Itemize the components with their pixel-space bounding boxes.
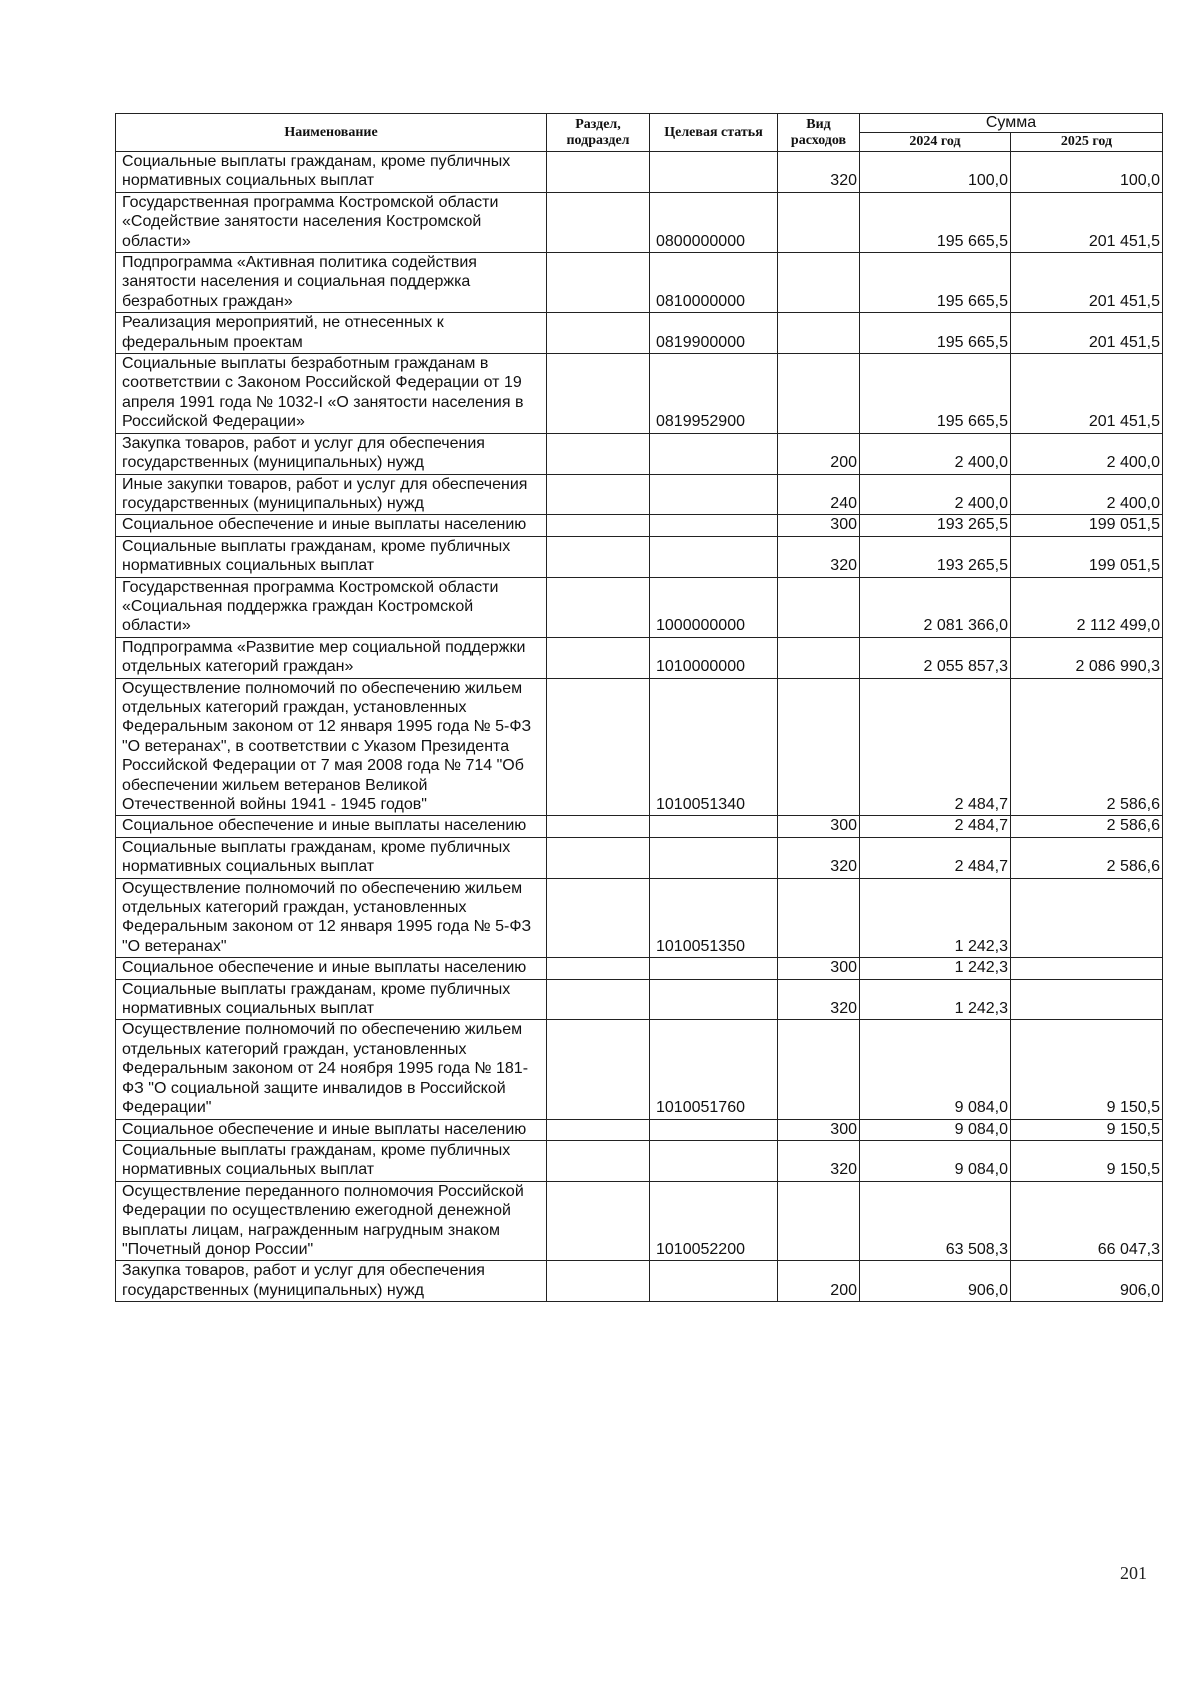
row-name-cell: Социальные выплаты гражданам, кроме публичных нормативных социальных выплат bbox=[116, 536, 547, 577]
table-row bbox=[116, 253, 1163, 313]
row-sum-2025-cell: 2 586,6 bbox=[1011, 837, 1163, 878]
row-target-cell: 1010051760 bbox=[650, 1020, 778, 1119]
header-year-2025: 2025 год bbox=[1011, 133, 1163, 152]
table-row bbox=[116, 515, 1163, 536]
row-section-cell bbox=[547, 979, 650, 1020]
row-name-cell: Осуществление полномочий по обеспечению жильем отдельных категорий граждан, установленных Федеральным законом от 12 января 1995 года № 5-ФЗ "О ветеранах", в соответствии с Указом Президента Российской Федерации от 7 мая 2008 года № 714 "Об обеспечении жильем ветеранов Великой Отечественной войны 1941 - 1945 годов" bbox=[116, 678, 547, 816]
table-row bbox=[116, 878, 1163, 958]
row-expense-type-cell bbox=[778, 678, 860, 816]
row-expense-type-cell: 300 bbox=[778, 816, 860, 837]
row-expense-type-cell bbox=[778, 1181, 860, 1261]
row-section-cell bbox=[547, 637, 650, 678]
row-target-cell bbox=[650, 1140, 778, 1181]
row-sum-2024-cell: 63 508,3 bbox=[860, 1181, 1011, 1261]
header-expense-type: Вид расходов bbox=[778, 114, 860, 152]
row-name-cell: Закупка товаров, работ и услуг для обеспечения государственных (муниципальных) нужд bbox=[116, 1261, 547, 1302]
row-expense-type-cell bbox=[778, 253, 860, 313]
row-name-cell: Социальные выплаты гражданам, кроме публичных нормативных социальных выплат bbox=[116, 152, 547, 193]
row-name-cell: Социальное обеспечение и иные выплаты населению bbox=[116, 515, 547, 536]
row-section-cell bbox=[547, 1140, 650, 1181]
row-sum-2024-cell: 9 084,0 bbox=[860, 1119, 1011, 1140]
row-sum-2024-cell: 1 242,3 bbox=[860, 878, 1011, 958]
row-section-cell bbox=[547, 816, 650, 837]
row-sum-2025-cell: 2 086 990,3 bbox=[1011, 637, 1163, 678]
row-sum-2025-cell: 199 051,5 bbox=[1011, 515, 1163, 536]
row-name-cell: Социальное обеспечение и иные выплаты населению bbox=[116, 816, 547, 837]
row-target-cell bbox=[650, 433, 778, 474]
row-sum-2025-cell: 2 400,0 bbox=[1011, 433, 1163, 474]
row-sum-2024-cell: 2 400,0 bbox=[860, 433, 1011, 474]
row-expense-type-cell: 200 bbox=[778, 1261, 860, 1302]
row-target-cell bbox=[650, 536, 778, 577]
budget-table bbox=[115, 113, 1163, 1302]
row-section-cell bbox=[547, 958, 650, 979]
row-sum-2024-cell: 1 242,3 bbox=[860, 979, 1011, 1020]
table-row bbox=[116, 152, 1163, 193]
row-section-cell bbox=[547, 313, 650, 354]
row-expense-type-cell: 320 bbox=[778, 536, 860, 577]
row-expense-type-cell: 300 bbox=[778, 1119, 860, 1140]
row-sum-2025-cell: 201 451,5 bbox=[1011, 313, 1163, 354]
header-section: Раздел, подраздел bbox=[547, 114, 650, 152]
row-target-cell: 0819900000 bbox=[650, 313, 778, 354]
header-year-2024: 2024 год bbox=[860, 133, 1011, 152]
row-expense-type-cell: 300 bbox=[778, 515, 860, 536]
row-target-cell bbox=[650, 474, 778, 515]
row-section-cell bbox=[547, 152, 650, 193]
row-section-cell bbox=[547, 253, 650, 313]
row-expense-type-cell: 300 bbox=[778, 958, 860, 979]
row-section-cell bbox=[547, 1261, 650, 1302]
row-section-cell bbox=[547, 515, 650, 536]
row-sum-2025-cell: 2 400,0 bbox=[1011, 474, 1163, 515]
row-section-cell bbox=[547, 192, 650, 252]
row-section-cell bbox=[547, 837, 650, 878]
table-row bbox=[116, 1020, 1163, 1119]
table-row bbox=[116, 313, 1163, 354]
row-expense-type-cell: 320 bbox=[778, 152, 860, 193]
row-sum-2024-cell: 2 055 857,3 bbox=[860, 637, 1011, 678]
row-name-cell: Подпрограмма «Активная политика содействия занятости населения и социальная поддержка безработных граждан» bbox=[116, 253, 547, 313]
row-name-cell: Иные закупки товаров, работ и услуг для обеспечения государственных (муниципальных) нужд bbox=[116, 474, 547, 515]
row-sum-2025-cell: 201 451,5 bbox=[1011, 354, 1163, 434]
row-sum-2025-cell bbox=[1011, 878, 1163, 958]
row-name-cell: Государственная программа Костромской области «Социальная поддержка граждан Костромской области» bbox=[116, 577, 547, 637]
row-target-cell bbox=[650, 837, 778, 878]
row-sum-2025-cell bbox=[1011, 979, 1163, 1020]
row-section-cell bbox=[547, 1119, 650, 1140]
row-sum-2024-cell: 195 665,5 bbox=[860, 192, 1011, 252]
row-name-cell: Социальные выплаты безработным гражданам в соответствии с Законом Российской Федерации от 19 апреля 1991 года № 1032-I «О занятости населения в Российской Федерации» bbox=[116, 354, 547, 434]
row-sum-2025-cell: 2 586,6 bbox=[1011, 816, 1163, 837]
row-expense-type-cell bbox=[778, 878, 860, 958]
row-expense-type-cell bbox=[778, 637, 860, 678]
row-section-cell bbox=[547, 1181, 650, 1261]
row-name-cell: Подпрограмма «Развитие мер социальной поддержки отдельных категорий граждан» bbox=[116, 637, 547, 678]
row-name-cell: Государственная программа Костромской области «Содействие занятости населения Костромской области» bbox=[116, 192, 547, 252]
row-sum-2024-cell: 1 242,3 bbox=[860, 958, 1011, 979]
table-row bbox=[116, 354, 1163, 434]
row-name-cell: Осуществление полномочий по обеспечению жильем отдельных категорий граждан, установленных Федеральным законом от 12 января 1995 года № 5-ФЗ "О ветеранах" bbox=[116, 878, 547, 958]
row-name-cell: Социальные выплаты гражданам, кроме публичных нормативных социальных выплат bbox=[116, 979, 547, 1020]
row-sum-2024-cell: 2 484,7 bbox=[860, 816, 1011, 837]
row-section-cell bbox=[547, 678, 650, 816]
table-header bbox=[116, 114, 1163, 152]
table-body bbox=[116, 152, 1163, 1302]
table-row bbox=[116, 433, 1163, 474]
row-sum-2025-cell: 199 051,5 bbox=[1011, 536, 1163, 577]
row-sum-2025-cell bbox=[1011, 958, 1163, 979]
row-sum-2024-cell: 193 265,5 bbox=[860, 515, 1011, 536]
row-expense-type-cell: 320 bbox=[778, 837, 860, 878]
row-target-cell bbox=[650, 958, 778, 979]
header-name: Наименование bbox=[116, 114, 547, 152]
row-sum-2024-cell: 193 265,5 bbox=[860, 536, 1011, 577]
row-sum-2024-cell: 9 084,0 bbox=[860, 1140, 1011, 1181]
row-expense-type-cell bbox=[778, 354, 860, 434]
row-target-cell: 0819952900 bbox=[650, 354, 778, 434]
row-expense-type-cell: 320 bbox=[778, 1140, 860, 1181]
row-expense-type-cell bbox=[778, 192, 860, 252]
row-name-cell: Социальное обеспечение и иные выплаты населению bbox=[116, 1119, 547, 1140]
row-name-cell: Социальное обеспечение и иные выплаты населению bbox=[116, 958, 547, 979]
row-sum-2025-cell: 2 112 499,0 bbox=[1011, 577, 1163, 637]
row-expense-type-cell bbox=[778, 577, 860, 637]
row-sum-2025-cell: 906,0 bbox=[1011, 1261, 1163, 1302]
row-target-cell: 1010051340 bbox=[650, 678, 778, 816]
row-expense-type-cell: 240 bbox=[778, 474, 860, 515]
row-sum-2025-cell: 9 150,5 bbox=[1011, 1140, 1163, 1181]
row-section-cell bbox=[547, 354, 650, 434]
row-section-cell bbox=[547, 878, 650, 958]
row-target-cell: 1010052200 bbox=[650, 1181, 778, 1261]
row-sum-2024-cell: 195 665,5 bbox=[860, 313, 1011, 354]
table-row bbox=[116, 637, 1163, 678]
row-sum-2024-cell: 906,0 bbox=[860, 1261, 1011, 1302]
table-row bbox=[116, 474, 1163, 515]
table-row bbox=[116, 1140, 1163, 1181]
row-sum-2025-cell: 100,0 bbox=[1011, 152, 1163, 193]
row-target-cell: 1010000000 bbox=[650, 637, 778, 678]
table-row bbox=[116, 1261, 1163, 1302]
row-sum-2024-cell: 2 400,0 bbox=[860, 474, 1011, 515]
row-sum-2025-cell: 201 451,5 bbox=[1011, 192, 1163, 252]
row-target-cell bbox=[650, 515, 778, 536]
row-target-cell bbox=[650, 1261, 778, 1302]
row-target-cell bbox=[650, 152, 778, 193]
row-target-cell: 1010051350 bbox=[650, 878, 778, 958]
row-section-cell bbox=[547, 536, 650, 577]
row-name-cell: Осуществление переданного полномочия Российской Федерации по осуществлению ежегодной денежной выплаты лицам, награжденным нагрудным знаком "Почетный донор России" bbox=[116, 1181, 547, 1261]
row-target-cell: 1000000000 bbox=[650, 577, 778, 637]
header-target: Целевая статья bbox=[650, 114, 778, 152]
table-row bbox=[116, 837, 1163, 878]
row-section-cell bbox=[547, 577, 650, 637]
row-expense-type-cell: 200 bbox=[778, 433, 860, 474]
header-sum: Сумма bbox=[860, 114, 1163, 133]
row-name-cell: Закупка товаров, работ и услуг для обеспечения государственных (муниципальных) нужд bbox=[116, 433, 547, 474]
row-sum-2024-cell: 2 081 366,0 bbox=[860, 577, 1011, 637]
row-target-cell bbox=[650, 816, 778, 837]
row-sum-2024-cell: 195 665,5 bbox=[860, 253, 1011, 313]
row-name-cell: Реализация мероприятий, не отнесенных к федеральным проектам bbox=[116, 313, 547, 354]
row-name-cell: Осуществление полномочий по обеспечению жильем отдельных категорий граждан, установленных Федеральным законом от 24 ноября 1995 года № 181-ФЗ "О социальной защите инвалидов в Российской Федерации" bbox=[116, 1020, 547, 1119]
table-row bbox=[116, 816, 1163, 837]
row-name-cell: Социальные выплаты гражданам, кроме публичных нормативных социальных выплат bbox=[116, 1140, 547, 1181]
row-section-cell bbox=[547, 1020, 650, 1119]
table-row bbox=[116, 958, 1163, 979]
row-name-cell: Социальные выплаты гражданам, кроме публичных нормативных социальных выплат bbox=[116, 837, 547, 878]
row-expense-type-cell bbox=[778, 1020, 860, 1119]
row-sum-2025-cell: 9 150,5 bbox=[1011, 1020, 1163, 1119]
row-target-cell: 0800000000 bbox=[650, 192, 778, 252]
row-sum-2024-cell: 9 084,0 bbox=[860, 1020, 1011, 1119]
row-target-cell bbox=[650, 979, 778, 1020]
row-sum-2025-cell: 201 451,5 bbox=[1011, 253, 1163, 313]
table-row bbox=[116, 1181, 1163, 1261]
row-section-cell bbox=[547, 474, 650, 515]
row-sum-2024-cell: 2 484,7 bbox=[860, 837, 1011, 878]
table-row bbox=[116, 1119, 1163, 1140]
table-row bbox=[116, 678, 1163, 816]
table-row bbox=[116, 979, 1163, 1020]
row-sum-2024-cell: 100,0 bbox=[860, 152, 1011, 193]
row-target-cell: 0810000000 bbox=[650, 253, 778, 313]
page-number: 201 bbox=[1120, 1563, 1147, 1583]
row-expense-type-cell: 320 bbox=[778, 979, 860, 1020]
row-sum-2025-cell: 66 047,3 bbox=[1011, 1181, 1163, 1261]
table-row bbox=[116, 577, 1163, 637]
row-target-cell bbox=[650, 1119, 778, 1140]
row-section-cell bbox=[547, 433, 650, 474]
row-expense-type-cell bbox=[778, 313, 860, 354]
row-sum-2024-cell: 2 484,7 bbox=[860, 678, 1011, 816]
table-row bbox=[116, 192, 1163, 252]
row-sum-2025-cell: 9 150,5 bbox=[1011, 1119, 1163, 1140]
table-row bbox=[116, 536, 1163, 577]
row-sum-2025-cell: 2 586,6 bbox=[1011, 678, 1163, 816]
row-sum-2024-cell: 195 665,5 bbox=[860, 354, 1011, 434]
